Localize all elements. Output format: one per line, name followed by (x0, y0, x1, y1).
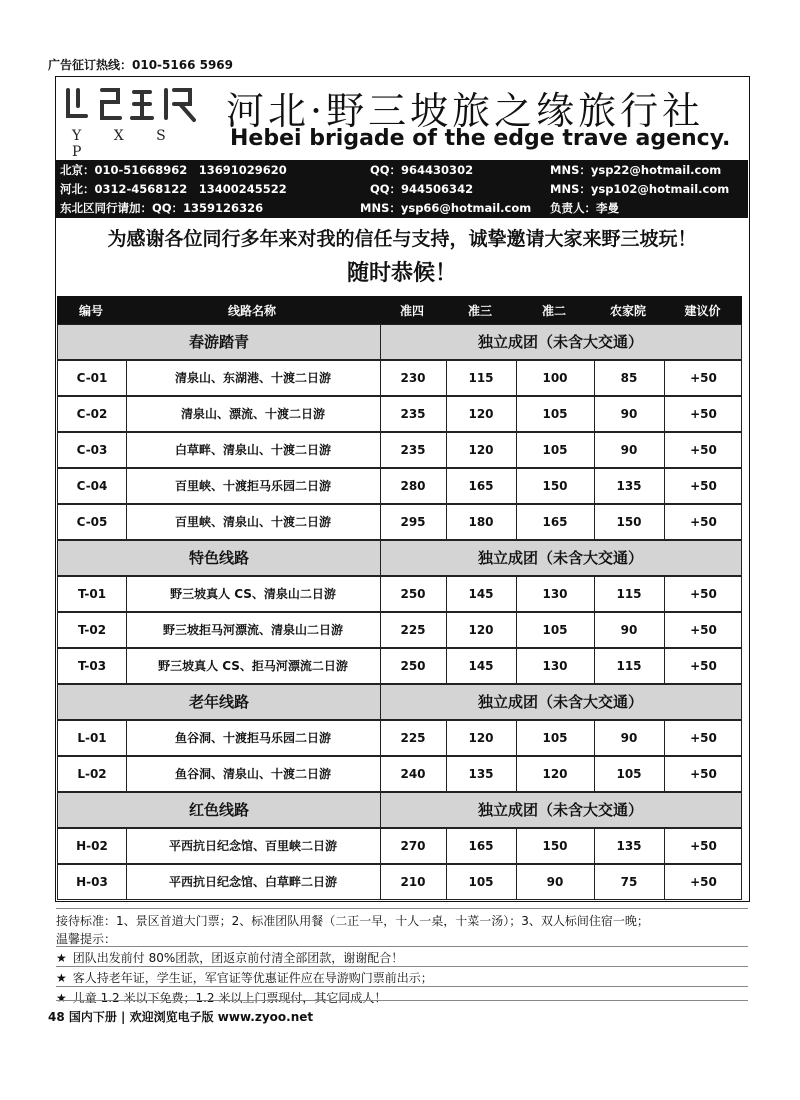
contact-qq: QQ：944506342 (370, 182, 474, 196)
ad-hotline: 广告征订热线：010-5166 5969 (48, 58, 234, 72)
contact-qq-northeast: 东北区同行请加：QQ：1359126326 (60, 201, 264, 215)
suggested-price: +50 (690, 443, 717, 457)
route-code: T-01 (58, 577, 127, 611)
price-4star: 280 (380, 469, 447, 503)
price-3star: 105 (446, 865, 517, 899)
suggested-price: +50 (690, 731, 717, 745)
route-name: 清泉山、东湖港、十渡二日游 (126, 361, 381, 395)
table-row (57, 648, 742, 684)
price-4star: 250 (380, 577, 447, 611)
agency-name-cn: 河北·野三坡旅之缘旅行社 (226, 89, 705, 133)
tip-item (56, 969, 433, 986)
col-header-4star: 准四 (399, 304, 424, 318)
contact-qq: QQ：964430302 (370, 163, 474, 177)
route-name: 百里峡、十渡拒马乐园二日游 (126, 469, 381, 503)
tip-item (56, 949, 403, 966)
price-2star: 105 (516, 397, 595, 431)
price-farmhouse: 115 (594, 649, 665, 683)
route-code: T-02 (58, 613, 127, 647)
table-row (57, 504, 742, 540)
price-farmhouse: 90 (594, 721, 665, 755)
suggested-price: +50 (690, 371, 717, 385)
agency-logo (60, 82, 210, 160)
thanks-slogan: 为感谢各位同行多年来对我的信任与支持，诚挚邀请大家来野三坡玩！ (107, 228, 697, 250)
route-name: 鱼谷洞、清泉山、十渡二日游 (126, 757, 381, 791)
route-code: C-04 (58, 469, 127, 503)
agency-header (56, 78, 748, 158)
table-row (57, 360, 742, 396)
divider (56, 908, 748, 909)
suggested-price: +50 (690, 875, 717, 889)
price-farmhouse: 75 (594, 865, 665, 899)
price-3star: 135 (446, 757, 517, 791)
price-2star: 150 (516, 469, 595, 503)
price-farmhouse: 150 (594, 505, 665, 539)
star-icon: ★ (56, 951, 67, 965)
route-name: 清泉山、漂流、十渡二日游 (126, 397, 381, 431)
table-row (57, 828, 742, 864)
route-name: 平西抗日纪念馆、百里峡二日游 (126, 829, 381, 863)
price-2star: 130 (516, 577, 595, 611)
col-header-farmhouse: 农家院 (609, 304, 646, 318)
logo-letters: Y X S P (72, 128, 180, 160)
divider (56, 946, 748, 947)
contact-row (56, 160, 748, 179)
route-name: 平西抗日纪念馆、白草畔二日游 (126, 865, 381, 899)
contact-bar (56, 160, 748, 218)
table-row (57, 864, 742, 900)
section-note: 独立成团（未含大交通） (477, 801, 643, 819)
price-2star: 150 (516, 829, 595, 863)
route-code: C-03 (58, 433, 127, 467)
section-row (57, 792, 742, 828)
divider (56, 966, 748, 967)
star-icon: ★ (56, 991, 67, 1005)
price-4star: 210 (380, 865, 447, 899)
suggested-price: +50 (690, 407, 717, 421)
route-code: T-03 (58, 649, 127, 683)
contact-phone: 北京：010-51668962 13691029620 (60, 163, 287, 177)
route-code: C-02 (58, 397, 127, 431)
price-4star: 235 (380, 433, 447, 467)
route-code: L-01 (58, 721, 127, 755)
tip-text: 儿童 1.2 米以下免费；1.2 米以上门票现付，其它同成人！ (72, 991, 387, 1005)
welcome-slogan: 随时恭候！ (346, 261, 457, 286)
price-4star: 230 (380, 361, 447, 395)
price-farmhouse: 105 (594, 757, 665, 791)
section-row (57, 540, 742, 576)
table-row (57, 432, 742, 468)
price-2star: 105 (516, 613, 595, 647)
price-4star: 250 (380, 649, 447, 683)
col-header-route: 线路名称 (227, 304, 276, 318)
contact-msn: MNS：ysp22@hotmail.com (550, 163, 722, 177)
section-note: 独立成团（未含大交通） (477, 549, 643, 567)
price-3star: 120 (446, 613, 517, 647)
table-row (57, 720, 742, 756)
col-header-2star: 准二 (541, 304, 566, 318)
service-standard: 接待标准：1、景区首道大门票；2、标准团队用餐（二正一早，十人一桌，十菜一汤）；3、双人标间住宿一晚； (56, 914, 649, 928)
route-name: 百里峡、清泉山、十渡二日游 (126, 505, 381, 539)
section-title: 老年线路 (58, 685, 381, 719)
logo-seal-glyphs-icon (60, 82, 210, 126)
section-note: 独立成团（未含大交通） (477, 693, 643, 711)
price-2star: 100 (516, 361, 595, 395)
price-2star: 120 (516, 757, 595, 791)
price-3star: 120 (446, 397, 517, 431)
contact-row (56, 198, 748, 217)
price-farmhouse: 85 (594, 361, 665, 395)
section-title: 春游踏青 (58, 325, 381, 359)
price-4star: 225 (380, 613, 447, 647)
contact-manager: 负责人：李曼 (550, 201, 619, 215)
suggested-price: +50 (690, 767, 717, 781)
table-row (57, 756, 742, 792)
section-title: 特色线路 (58, 541, 381, 575)
price-farmhouse: 115 (594, 577, 665, 611)
price-2star: 165 (516, 505, 595, 539)
price-3star: 120 (446, 433, 517, 467)
price-3star: 145 (446, 577, 517, 611)
divider (56, 986, 748, 987)
divider (56, 1000, 748, 1001)
price-3star: 120 (446, 721, 517, 755)
contact-row (56, 179, 748, 198)
contact-msn: MNS：ysp66@hotmail.com (360, 201, 532, 215)
suggested-price: +50 (690, 479, 717, 493)
suggested-price: +50 (690, 587, 717, 601)
route-code: C-01 (58, 361, 127, 395)
price-3star: 165 (446, 829, 517, 863)
section-title: 红色线路 (58, 793, 381, 827)
price-farmhouse: 90 (594, 397, 665, 431)
suggested-price: +50 (690, 623, 717, 637)
section-note: 独立成团（未含大交通） (477, 333, 643, 351)
price-farmhouse: 90 (594, 613, 665, 647)
table-header (57, 296, 742, 324)
tips-label: 温馨提示： (56, 932, 117, 946)
price-2star: 90 (516, 865, 595, 899)
section-row (57, 324, 742, 360)
route-code: H-03 (58, 865, 127, 899)
contact-msn: MNS：ysp102@hotmail.com (550, 182, 730, 196)
suggested-price: +50 (690, 659, 717, 673)
price-farmhouse: 135 (594, 469, 665, 503)
agency-name-en: Hebei brigade of the edge trave agency. (230, 126, 731, 151)
price-3star: 145 (446, 649, 517, 683)
table-row (57, 576, 742, 612)
route-name: 野三坡拒马河漂流、清泉山二日游 (126, 613, 381, 647)
price-3star: 180 (446, 505, 517, 539)
price-3star: 115 (446, 361, 517, 395)
tip-text: 客人持老年证，学生证，军官证等优惠证件应在导游购门票前出示； (72, 971, 433, 985)
price-4star: 295 (380, 505, 447, 539)
table-row (57, 612, 742, 648)
suggested-price: +50 (690, 839, 717, 853)
price-4star: 235 (380, 397, 447, 431)
route-name: 白草畔、清泉山、十渡二日游 (126, 433, 381, 467)
table-row (57, 396, 742, 432)
price-farmhouse: 90 (594, 433, 665, 467)
route-name: 鱼谷洞、十渡拒马乐园二日游 (126, 721, 381, 755)
col-header-3star: 准三 (467, 304, 492, 318)
route-code: H-02 (58, 829, 127, 863)
tip-item (56, 989, 386, 1006)
price-4star: 225 (380, 721, 447, 755)
contact-phone: 河北：0312-4568122 13400245522 (60, 182, 287, 196)
price-2star: 105 (516, 721, 595, 755)
route-name: 野三坡真人 CS、清泉山二日游 (126, 577, 381, 611)
col-header-suggested: 建议价 (684, 304, 721, 318)
price-farmhouse: 135 (594, 829, 665, 863)
price-4star: 240 (380, 757, 447, 791)
table-row (57, 468, 742, 504)
route-code: C-05 (58, 505, 127, 539)
page-footer: 48 国内下册 | 欢迎浏览电子版 www.zyoo.net (48, 1010, 314, 1024)
suggested-price: +50 (690, 515, 717, 529)
star-icon: ★ (56, 971, 67, 985)
col-header-code: 编号 (78, 304, 103, 318)
price-2star: 105 (516, 433, 595, 467)
tip-text: 团队出发前付 80%团款，团返京前付清全部团款，谢谢配合！ (72, 951, 404, 965)
price-4star: 270 (380, 829, 447, 863)
price-2star: 130 (516, 649, 595, 683)
price-3star: 165 (446, 469, 517, 503)
route-code: L-02 (58, 757, 127, 791)
route-name: 野三坡真人 CS、拒马河漂流二日游 (126, 649, 381, 683)
section-row (57, 684, 742, 720)
